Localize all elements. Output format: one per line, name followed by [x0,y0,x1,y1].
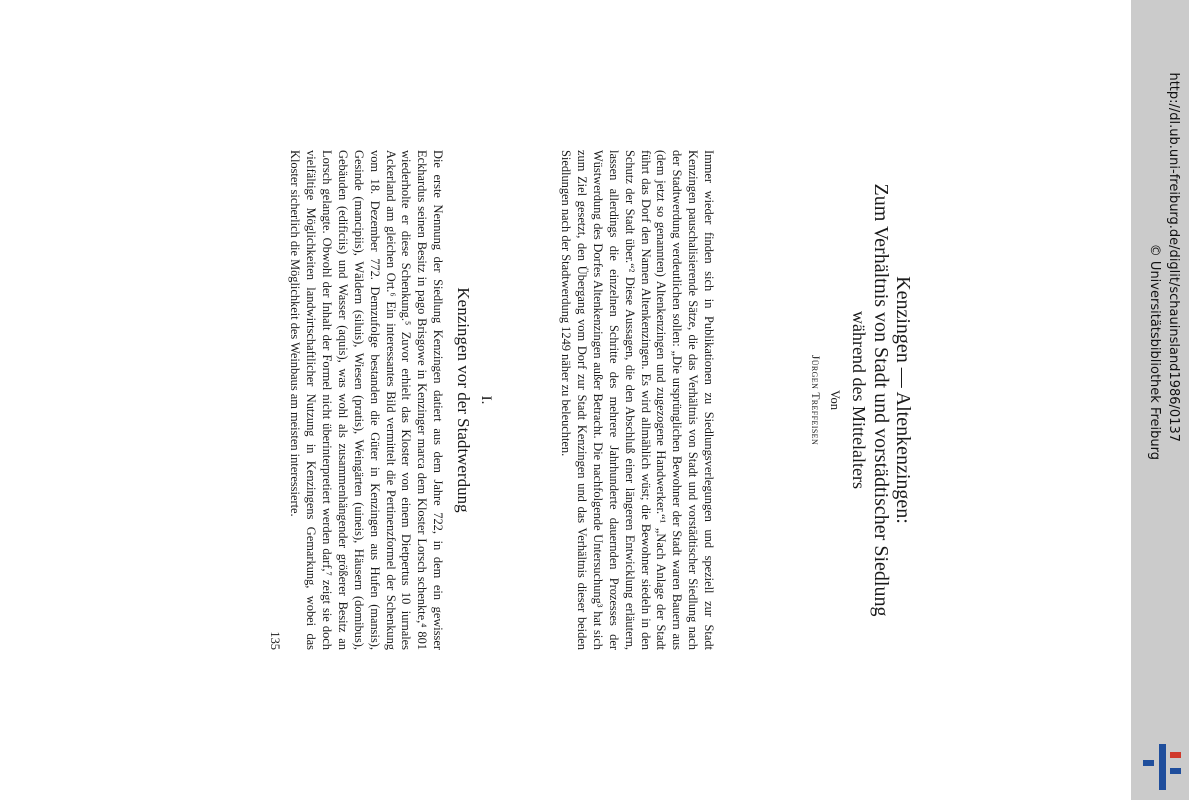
logo-bar-left [1143,760,1154,766]
intro-paragraph: Immer wieder finden sich in Publikationen zu Siedlungsverlegungen und speziell zur Stadt Kenzingen pauschalisierende Sätze, die das Verhältnis von Stadt und vorstädtischer Siedlung nach der Stadtwerdung verdeutlichen sollen: „Die ursprünglichen Bewohner der Stadt waren Bauern aus (dem jetzt so genannten) Altenkenzingen und zugezogene Handwerker.“¹ „Nach Anlage der Stadt führt das Dorf den Namen Altenkenzingen. Es wird allmählich wüst; die Bewohner siedeln in den Schutz der Stadt über.“² Diese Aussagen, die den Abschluß einer längeren Entwicklung erläutern, lassen allerdings die einzelnen Schritte des mehrere Jahrhunderte dauernden Prozesses der Wüstwerdung des Dorfes Altenkenzingen außer Betracht. Die nachfolgende Untersuchung³ hat sich zum Ziel gesetzt, den Übergang vom Dorf zur Stadt Kenzingen und das Verhältnis dieser beiden Siedlungen nach der Stadtwerdung 1249 näher zu beleuchten. [559,150,717,650]
source-url-link[interactable]: http://dl.ub.uni-freiburg.de/diglit/schauinsland1986/0137 [1166,72,1181,442]
byline-von: Von [828,390,842,410]
logo-bar-red [1170,752,1181,758]
sidebar-text [1145,10,1183,790]
ub-freiburg-logo-icon [1141,742,1183,790]
rotated-page-content [268,150,920,650]
author-name: Jürgen Treffeisen [809,354,822,446]
article-title-line-3: während des Mittelalters [849,311,869,489]
logo-bar-right [1170,768,1181,774]
section-paragraph: Die erste Nennung der Siedlung Kenzingen datiert aus dem Jahre 722, in dem ein gewisser Eckhardus seinen Besitz in pago Brisgowe in Kenzinger marca dem Kloster Lorsch schenkte,⁴ 801 wiederholte er diese Schenkung.⁵ Zuvor erhielt das Kloster von einem Dietpertus 10 iurnales Ackerland am gleichen Ort.⁶ Ein interessantes Bild vermittelt die Pertinenzformel der Schenkung vom 18. Dezember 772. Demzufolge bestanden die Güter in Kenzingen aus Hufen (mansis), Gesinde (mancipiis), Wäldern (siluis), Wiesen (pratis), Weingärten (uineis), Häusern (domibus), Gebäuden (edificiis) und Wasser (aquis), was wohl als zusammenhängender größerer Besitz an Lorsch gelangte. Obwohl der Inhalt der Formel nicht überinterpretiert werden darf,⁷ zeigt sie doch vielfältige Möglichkeiten landwirtschaftlicher Nutzung in Kenzingens Gemarkung, wobei das Kloster sicherlich die Möglichkeit des Weinbaus am meisten interessierte. [288,150,446,650]
article-title-line-1: Kenzingen — Altenkenzingen: [892,276,914,524]
viewer-sidebar [1131,0,1189,800]
article-header [806,150,914,650]
logo-bar-vertical [1159,744,1166,790]
section-number: I. [478,395,495,405]
article-title-line-2: Zum Verhältnis von Stadt und vorstädtischer Siedlung [870,183,892,617]
page-number-wrap [266,150,282,650]
copyright-notice: © Universitätsbibliothek Freiburg [1147,243,1162,460]
section-title: Kenzingen vor der Stadtwerdung [454,287,474,513]
page-number: 135 [268,631,283,650]
